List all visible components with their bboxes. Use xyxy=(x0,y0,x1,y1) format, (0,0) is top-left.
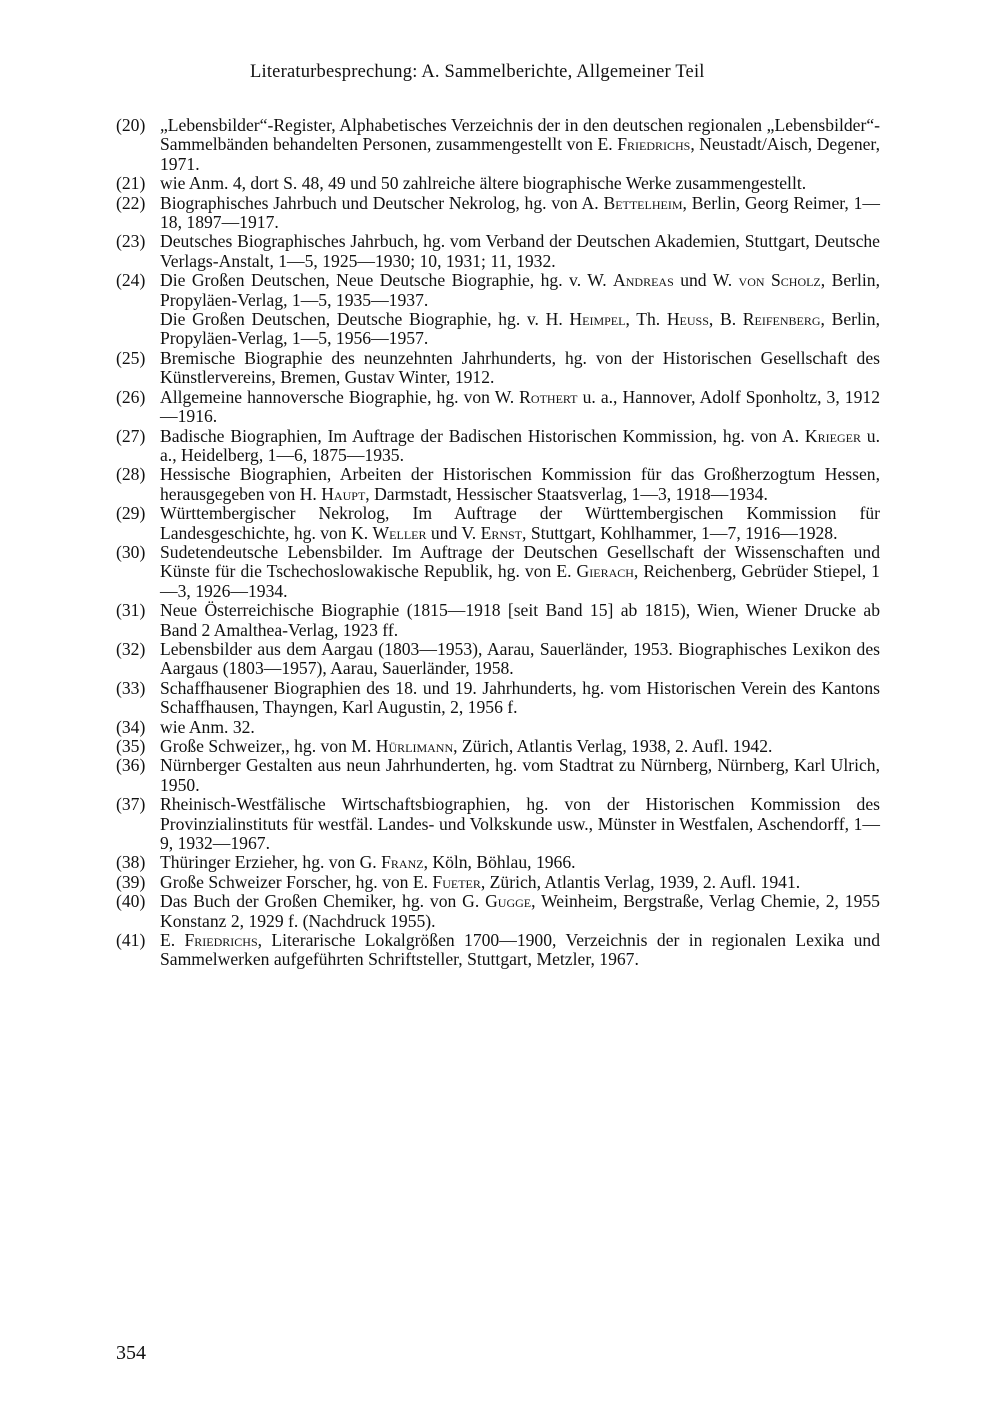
footnote-text xyxy=(160,872,800,892)
footnote-entry xyxy=(116,679,880,718)
footnote-number: (32) xyxy=(116,638,146,659)
citation-text: Schaffhausener Biographien des 18. und 19. Jahrhunderts, hg. vom Historischen Verein des Kantons Schaffhausen, Thayngen, Karl Augustin, 2, 1956 f. xyxy=(160,677,880,718)
author-name: Bettelheim xyxy=(603,192,683,213)
footnote-entry xyxy=(116,737,880,756)
footnote-text xyxy=(160,542,880,601)
footnote-number: (27) xyxy=(116,425,146,446)
citation-text: Das Buch der Großen Chemiker, hg. von G. xyxy=(160,891,486,912)
author-name: Reifenberg xyxy=(742,309,821,330)
footnote-number: (31) xyxy=(116,600,146,621)
footnote-number: (30) xyxy=(116,541,146,562)
footnote-text xyxy=(160,270,880,348)
footnote-number: (35) xyxy=(116,736,146,756)
footnote-entry xyxy=(116,116,880,174)
footnote-number: (41) xyxy=(116,930,146,951)
author-name: Friedrichs xyxy=(617,134,691,155)
footnote-entry xyxy=(116,873,880,892)
author-name: Heimpel xyxy=(569,309,626,330)
footnote-number: (39) xyxy=(116,871,146,892)
author-name: Gugge xyxy=(485,891,532,912)
citation-text: Allgemeine hannoversche Biographie, hg. von W. xyxy=(160,386,520,407)
citation-text: Rheinisch-Westfälische Wirtschaftsbiographien, hg. von der Historischen Kommission des Provinzialinstituts für westfäl. Landes- und Volkskunde usw., Münster in Westfalen, Aschendorff, 1—9, 1932—1967. xyxy=(160,794,880,854)
footnote-text xyxy=(160,231,880,270)
author-name: Fueter xyxy=(432,871,481,892)
citation-text: , Reichenberg, Gebrüder Stiepel, 1—3, 1926—1934. xyxy=(160,561,880,601)
footnote-text xyxy=(160,115,880,174)
footnote-entry xyxy=(116,194,880,233)
footnote-text xyxy=(160,891,880,930)
citation-text: Nürnberger Gestalten aus neun Jahrhunderten, hg. vom Stadtrat zu Nürnberg, Nürnberg, Karl Ulrich, 1950. xyxy=(160,755,880,795)
footnote-number: (24) xyxy=(116,270,146,291)
citation-text: Neue Österreichische Biographie (1815—1918 [seit Band 15] ab 1815), Wien, Wiener Drucke ab Band 2 Amalthea-Verlag, 1923 ff. xyxy=(160,600,880,640)
footnote-text xyxy=(160,794,880,853)
author-name: Friedrichs xyxy=(184,930,258,951)
footnote-entry xyxy=(116,892,880,931)
footnote-text xyxy=(160,387,880,426)
citation-text: , Th. xyxy=(625,309,667,330)
footnote-entry xyxy=(116,640,880,679)
citation-text: Sudetendeutsche Lebensbilder. Im Auftrage der Deutschen Gesellschaft der Wissenschaften und Künste für die Tschechoslowakische Republik, hg. von E. xyxy=(160,541,880,582)
citation-text: , Berlin, Propyläen-Verlag, 1—5, 1935—1937. xyxy=(160,270,880,310)
footnote-entry xyxy=(116,795,880,853)
author-name: Haupt xyxy=(321,483,366,504)
footnote-entry xyxy=(116,427,880,466)
footnote-text xyxy=(160,426,880,465)
citation-text: wie Anm. 4, dort S. 48, 49 und 50 zahlreiche ältere biographische Werke zusammengestellt. xyxy=(160,173,807,194)
footnote-text xyxy=(160,930,880,969)
footnote-text xyxy=(160,852,576,872)
author-name: Weller xyxy=(372,522,427,543)
citation-text: u. a., Hannover, Adolf Sponholtz, 3, 1912—1916. xyxy=(160,386,880,427)
footnote-entry xyxy=(116,349,880,388)
citation-text: Badische Biographien, Im Auftrage der Badischen Historischen Kommission, hg. von A. xyxy=(160,425,805,446)
footnote-number: (36) xyxy=(116,755,146,776)
citation-text: Große Schweizer,, hg. von M. xyxy=(160,736,376,756)
footnote-number: (22) xyxy=(116,192,146,213)
footnote-entry xyxy=(116,601,880,640)
footnote-number: (33) xyxy=(116,677,146,698)
footnote-text xyxy=(160,600,880,639)
author-name: Ernst xyxy=(480,522,523,543)
footnote-number: (34) xyxy=(116,716,146,737)
citation-text: Hessische Biographien, Arbeiten der Historischen Kommission für das Großherzogtum Hessen, herausgegeben von H. xyxy=(160,464,880,504)
citation-text: und W. xyxy=(673,270,739,291)
author-name: von Scholz xyxy=(738,270,821,291)
footnote-entry xyxy=(116,174,880,193)
citation-text: Bremische Biographie des neunzehnten Jahrhunderts, hg. von der Historischen Gesellschaft des Künstlervereins, Bremen, Gustav Winter, 1912. xyxy=(160,347,880,388)
citation-text: E. xyxy=(160,930,185,951)
citation-text: Deutsches Biographisches Jahrbuch, hg. vom Verband der Deutschen Akademien, Stuttgart, Deutsche Verlags-Anstalt, 1—5, 1925—1930; 10, 1931; 11, 1932. xyxy=(160,231,880,271)
footnote-text xyxy=(160,678,880,717)
footnote-text xyxy=(160,639,880,678)
author-name: Krieger xyxy=(804,425,861,446)
citation-text: Württembergischer Nekrolog, Im Auftrage der Württembergischen Kommission für Landesgeschichte, hg. von K. xyxy=(160,503,880,543)
citation-text: Große Schweizer Forscher, hg. von E. xyxy=(160,871,433,892)
citation-text: , Köln, Böhlau, 1966. xyxy=(423,852,576,873)
footnote-number: (29) xyxy=(116,503,146,524)
citation-text: Thüringer Erzieher, hg. von G. xyxy=(160,852,382,873)
footnote-number: (20) xyxy=(116,115,146,135)
footnote-number: (21) xyxy=(116,173,146,194)
footnote-entry xyxy=(116,756,880,795)
footnote-number: (37) xyxy=(116,794,146,815)
author-name: Gierach xyxy=(576,561,634,582)
footnote-entry xyxy=(116,543,880,601)
citation-text: , Darmstadt, Hessischer Staatsverlag, 1—3, 1918—1934. xyxy=(365,483,768,504)
citation-text: , Literarische Lokalgrößen 1700—1900, Verzeichnis der in regionalen Lexika und Sammelwerken aufgeführten Schriftsteller, Stuttgart, Metzler, 1967. xyxy=(160,930,880,970)
citation-text: , Weinheim, Bergstraße, Verlag Chemie, 2, 1955 Konstanz 2, 1929 f. (Nachdruck 1955). xyxy=(160,891,880,931)
footnote-text xyxy=(160,464,880,503)
footnote-entry xyxy=(116,388,880,427)
author-name: Rothert xyxy=(519,386,578,407)
citation-text: , Zürich, Atlantis Verlag, 1939, 2. Aufl. 1941. xyxy=(480,871,801,892)
footnote-number: (28) xyxy=(116,464,146,485)
footnote-text xyxy=(160,755,880,794)
author-name: Hürlimann xyxy=(375,736,454,756)
citation-text: Die Großen Deutschen, Neue Deutsche Biographie, hg. v. W. xyxy=(160,270,614,291)
citation-text: Lebensbilder aus dem Aargau (1803—1953), Aarau, Sauerländer, 1953. Biographisches Lexikon des Aargaus (1803—1957), Aarau, Sauerländer, 1958. xyxy=(160,638,880,679)
author-name: Franz xyxy=(381,852,424,873)
footnote-number: (25) xyxy=(116,347,146,368)
footnote-entry xyxy=(116,853,880,872)
footnote-number: (40) xyxy=(116,891,146,912)
citation-text: Die Großen Deutschen, Deutsche Biographie, hg. v. H. xyxy=(160,309,570,330)
footnote-text xyxy=(160,193,880,232)
citation-text: wie Anm. 32. xyxy=(160,716,255,737)
citation-text: , B. xyxy=(708,309,743,330)
footnote-text xyxy=(160,503,880,542)
footnote-text xyxy=(160,717,255,737)
footnote-list xyxy=(116,116,880,970)
footnote-entry xyxy=(116,931,880,970)
footnote-number: (23) xyxy=(116,231,146,252)
author-name: Heuss xyxy=(666,309,709,330)
citation-text: und V. xyxy=(426,522,481,543)
footnote-entry xyxy=(116,465,880,504)
author-name: Andreas xyxy=(613,270,674,291)
citation-text: , Stuttgart, Kohlhammer, 1—7, 1916—1928. xyxy=(522,522,838,543)
citation-text: Biographisches Jahrbuch und Deutscher Nekrolog, hg. von A. xyxy=(160,192,604,213)
footnote-text xyxy=(160,736,772,756)
citation-text: , Zürich, Atlantis Verlag, 1938, 2. Aufl. 1942. xyxy=(453,736,773,756)
footnote-entry xyxy=(116,271,880,349)
citation-text: , Neustadt/Aisch, Degener, 1971. xyxy=(160,134,880,174)
footnote-number: (26) xyxy=(116,386,146,407)
footnote-number: (38) xyxy=(116,852,146,873)
footnote-entry xyxy=(116,504,880,543)
page-number: 354 xyxy=(116,1342,146,1364)
citation-text: , Berlin, Georg Reimer, 1—18, 1897—1917. xyxy=(160,192,880,233)
running-header: Literaturbesprechung: A. Sammelberichte, Allgemeiner Teil xyxy=(250,62,705,82)
footnote-entry xyxy=(116,718,880,737)
footnote-text xyxy=(160,173,806,193)
citation-text: „Lebensbilder“-Register, Alphabetisches Verzeichnis der in den deutschen regionalen „Lebensbilder“-Sammelbänden behandelten Personen, zusammengestellt von E. xyxy=(160,115,880,155)
citation-text: , Berlin, Propyläen-Verlag, 1—5, 1956—1957. xyxy=(160,309,880,349)
footnote-text xyxy=(160,348,880,387)
citation-text: u. a., Heidelberg, 1—6, 1875—1935. xyxy=(160,425,881,465)
footnote-entry xyxy=(116,232,880,271)
